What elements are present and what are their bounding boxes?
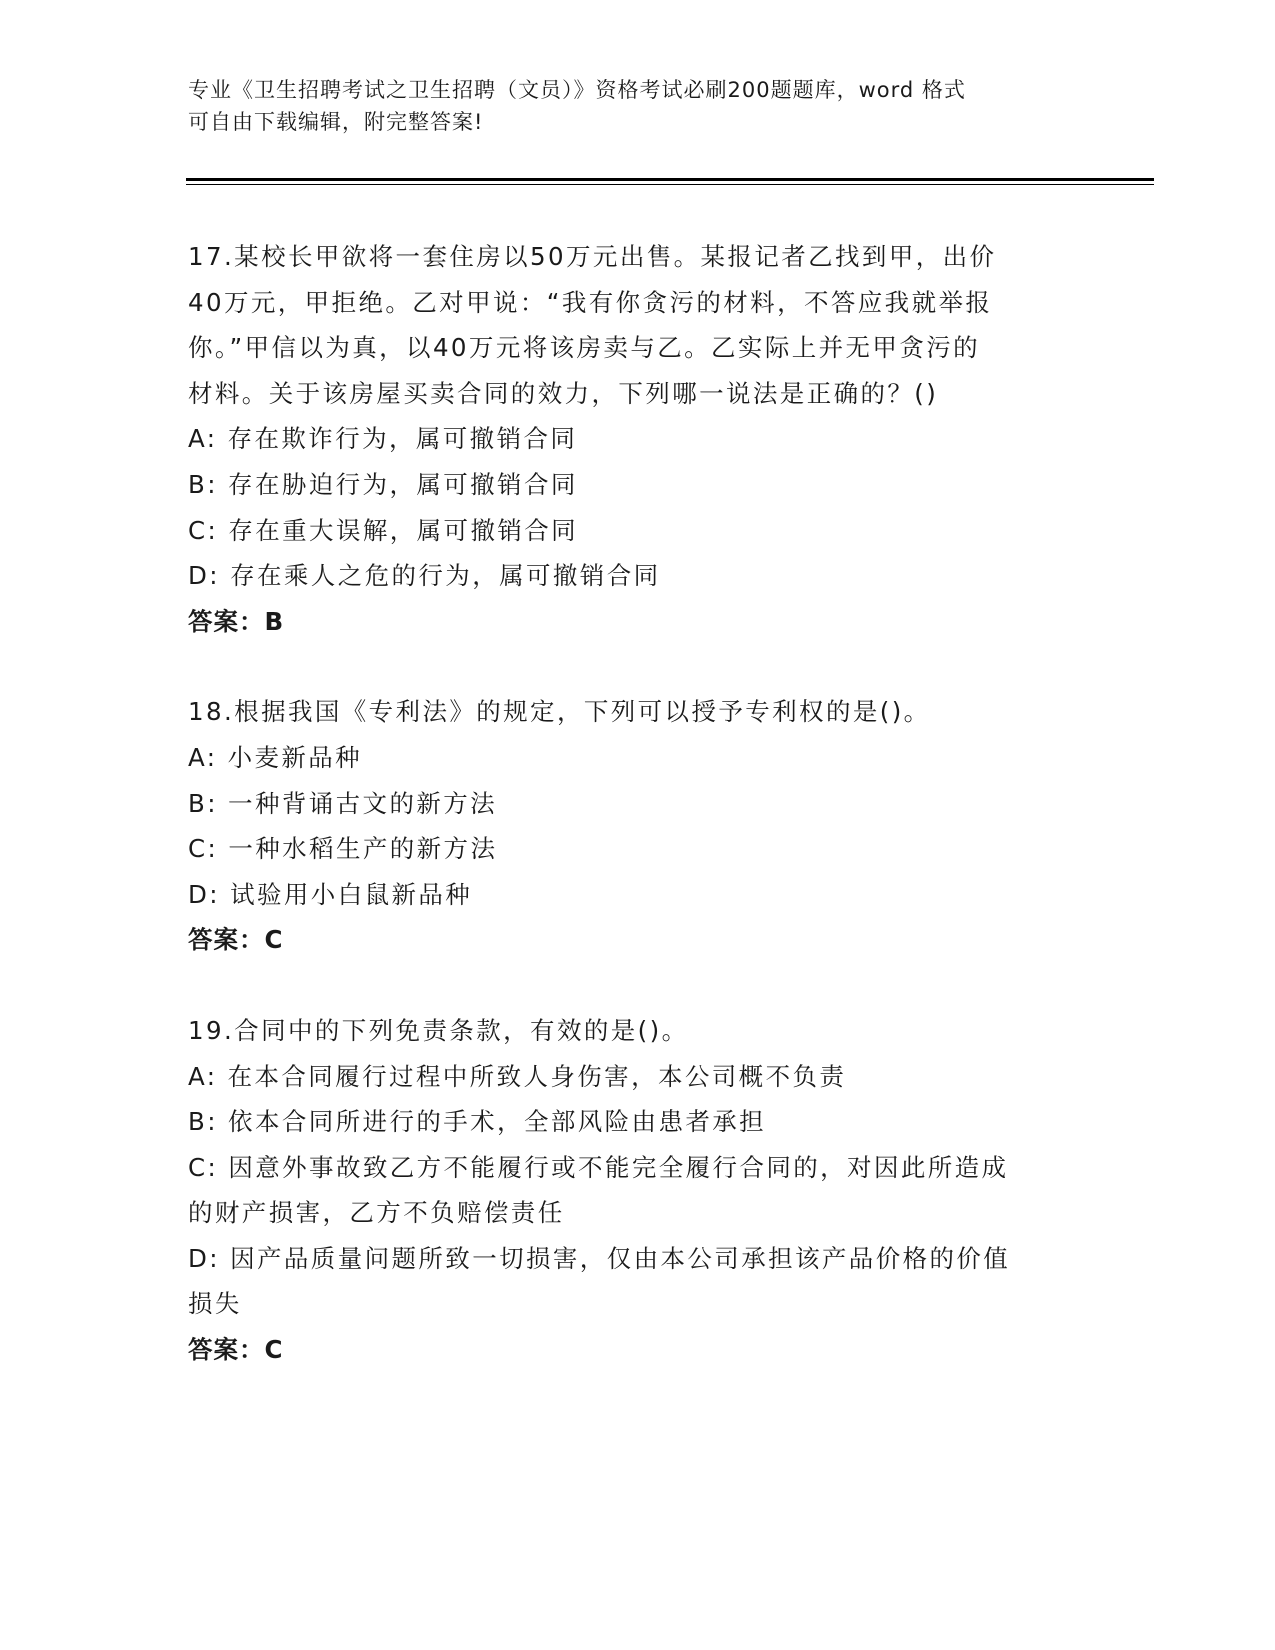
question-text-line: 材料。关于该房屋买卖合同的效力，下列哪一说法是正确的？() <box>188 378 939 408</box>
header-divider-thick <box>186 178 1154 181</box>
header-line-2: 可自由下载编辑，附完整答案! <box>188 110 484 134</box>
question-19 <box>188 1008 1078 1373</box>
question-17 <box>188 234 1078 644</box>
option-c: C: 存在重大误解，属可撤销合同 <box>188 515 579 545</box>
option-b: B: 依本合同所进行的手术，全部风险由患者承担 <box>188 1107 767 1137</box>
header-divider-thin <box>186 184 1154 185</box>
option-d: D: 存在乘人之危的行为，属可撤销合同 <box>188 561 661 591</box>
answer: 答案：C <box>188 925 284 955</box>
answer: 答案：C <box>188 1335 284 1365</box>
question-text-line: 40万元，甲拒绝。乙对甲说：“我有你贪污的材料，不答应我就举报 <box>188 287 993 317</box>
option-c: C: 因意外事故致乙方不能履行或不能完全履行合同的，对因此所造成 <box>188 1152 1009 1182</box>
question-text-line: 你。”甲信以为真，以40万元将该房卖与乙。乙实际上并无甲贪污的 <box>188 333 981 363</box>
header-line-1: 专业《卫生招聘考试之卫生招聘（文员）》资格考试必刷200题题库，word 格式 <box>188 78 966 102</box>
question-18 <box>188 689 1078 963</box>
question-text-line: 17.某校长甲欲将一套住房以50万元出售。某报记者乙找到甲，出价 <box>188 242 997 271</box>
document-header <box>188 74 1068 138</box>
option-a: A: 存在欺诈行为，属可撤销合同 <box>188 424 578 454</box>
option-b: B: 一种背诵古文的新方法 <box>188 788 498 818</box>
option-d: D: 因产品质量问题所致一切损害，仅由本公司承担该产品价格的价值 <box>188 1243 1011 1273</box>
question-text-line: 19.合同中的下列免责条款，有效的是()。 <box>188 1015 689 1045</box>
question-text-line: 18.根据我国《专利法》的规定，下列可以授予专利权的是()。 <box>188 697 931 727</box>
option-b: B: 存在胁迫行为，属可撤销合同 <box>188 469 578 499</box>
answer: 答案：B <box>188 606 285 636</box>
option-d-continued: 损失 <box>188 1289 242 1319</box>
option-c-continued: 的财产损害，乙方不负赔偿责任 <box>188 1198 565 1228</box>
option-a: A: 小麦新品种 <box>188 742 363 772</box>
option-c: C: 一种水稻生产的新方法 <box>188 834 498 864</box>
option-a: A: 在本合同履行过程中所致人身伤害，本公司概不负责 <box>188 1061 847 1091</box>
question-list <box>188 234 1078 1418</box>
option-d: D: 试验用小白鼠新品种 <box>188 879 473 909</box>
